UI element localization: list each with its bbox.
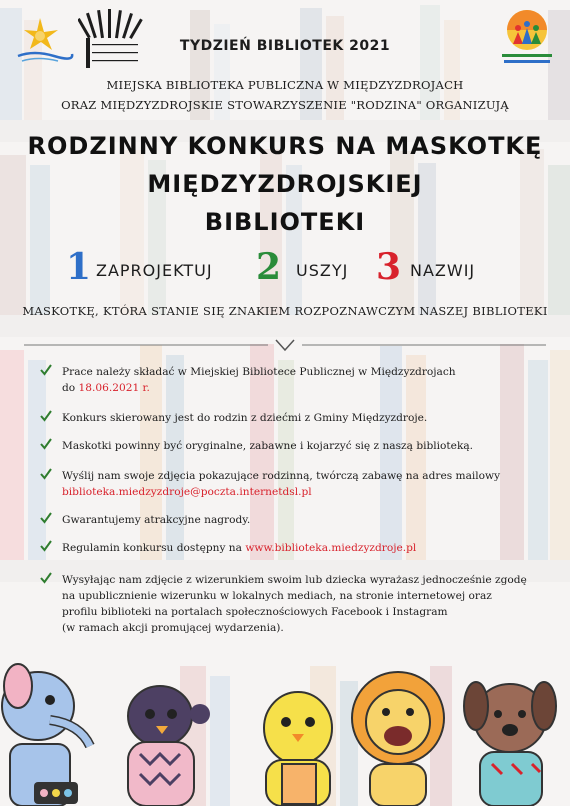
step-number: 2 bbox=[256, 246, 282, 288]
step-number: 1 bbox=[66, 246, 92, 288]
rule-text: Regulamin konkursu dostępny na bbox=[62, 542, 246, 554]
rule-item bbox=[40, 512, 550, 528]
step-label: USZYJ bbox=[296, 261, 349, 280]
lion-mascot-icon bbox=[352, 672, 444, 806]
checkmark-icon bbox=[40, 512, 52, 524]
rule-text: Gwarantujemy atrakcyjne nagrody. bbox=[62, 514, 251, 526]
website-link[interactable]: www.biblioteka.miedzyzdroje.pl bbox=[245, 542, 417, 554]
steps-row bbox=[0, 246, 570, 292]
rule-item bbox=[40, 410, 550, 426]
rule-item bbox=[40, 468, 550, 502]
organizer-line: ORAZ MIĘDZYZDROJSKIE STOWARZYSZENIE "RODZINA" ORGANIZUJĄ bbox=[61, 98, 509, 112]
checkmark-icon bbox=[40, 468, 52, 480]
page-title: MIĘDZYZDROJSKIEJ bbox=[147, 170, 423, 198]
page-title: RODZINNY KONKURS NA MASKOTKĘ bbox=[27, 132, 543, 160]
checkmark-icon bbox=[40, 410, 52, 422]
divider-line bbox=[0, 338, 570, 352]
rule-text: Konkurs skierowany jest do rodzin z dziećmi z Gminy Międzyzdroje. bbox=[62, 412, 428, 424]
checkmark-icon bbox=[40, 438, 52, 450]
rule-text: Wyślij nam swoje zdjęcia pokazujące rodzinną, twórczą zabawę na adres mailowy bbox=[62, 470, 501, 482]
dog-mascot-icon bbox=[464, 682, 556, 806]
mascot-illustrations bbox=[0, 636, 570, 806]
step-number: 3 bbox=[376, 246, 402, 288]
rule-text: do bbox=[62, 382, 79, 394]
organizer-line: MIEJSKA BIBLIOTEKA PUBLICZNA W MIĘDZYZDROJACH bbox=[106, 78, 464, 92]
rule-item bbox=[40, 540, 550, 556]
rule-text: Prace należy składać w Miejskiej Bibliotece Publicznej w Międzyzdrojach bbox=[62, 366, 456, 378]
rule-text: profilu biblioteki na portalach społecznościowych Facebook i Instagram bbox=[62, 606, 448, 618]
chick-mascot-icon bbox=[264, 692, 332, 806]
deadline-date: 18.06.2021 r. bbox=[78, 382, 150, 394]
step-label: NAZWIJ bbox=[410, 261, 476, 280]
event-name: TYDZIEŃ BIBLIOTEK 2021 bbox=[179, 38, 391, 54]
subtitle: MASKOTKĘ, KTÓRA STANIE SIĘ ZNAKIEM ROZPOZNAWCZYM NASZEJ BIBLIOTEKI bbox=[22, 304, 548, 318]
rule-item bbox=[40, 438, 550, 454]
rule-text: na upublicznienie wizerunku w lokalnych mediach, na stronie internetowej oraz bbox=[62, 590, 492, 602]
rule-text: (w ramach akcji promującej wydarzenia). bbox=[62, 622, 284, 634]
rule-item bbox=[40, 364, 550, 398]
step-label: ZAPROJEKTUJ bbox=[96, 261, 213, 280]
checkmark-icon bbox=[40, 540, 52, 552]
elephant-mascot-icon bbox=[2, 664, 90, 806]
penguin-mascot-icon bbox=[128, 686, 210, 806]
checkmark-icon bbox=[40, 572, 52, 584]
rule-text: Wysyłając nam zdjęcie z wizerunkiem swoim lub dziecka wyrażasz jednocześnie zgodę bbox=[62, 574, 527, 586]
rule-text: Maskotki powinny być oryginalne, zabawne i kojarzyć się z naszą biblioteką. bbox=[62, 440, 474, 452]
checkmark-icon bbox=[40, 364, 52, 376]
email-link[interactable]: biblioteka.miedzyzdroje@poczta.internetdsl.pl bbox=[62, 486, 312, 498]
page-title: BIBLIOTEKI bbox=[204, 208, 366, 236]
rule-item bbox=[40, 572, 550, 640]
